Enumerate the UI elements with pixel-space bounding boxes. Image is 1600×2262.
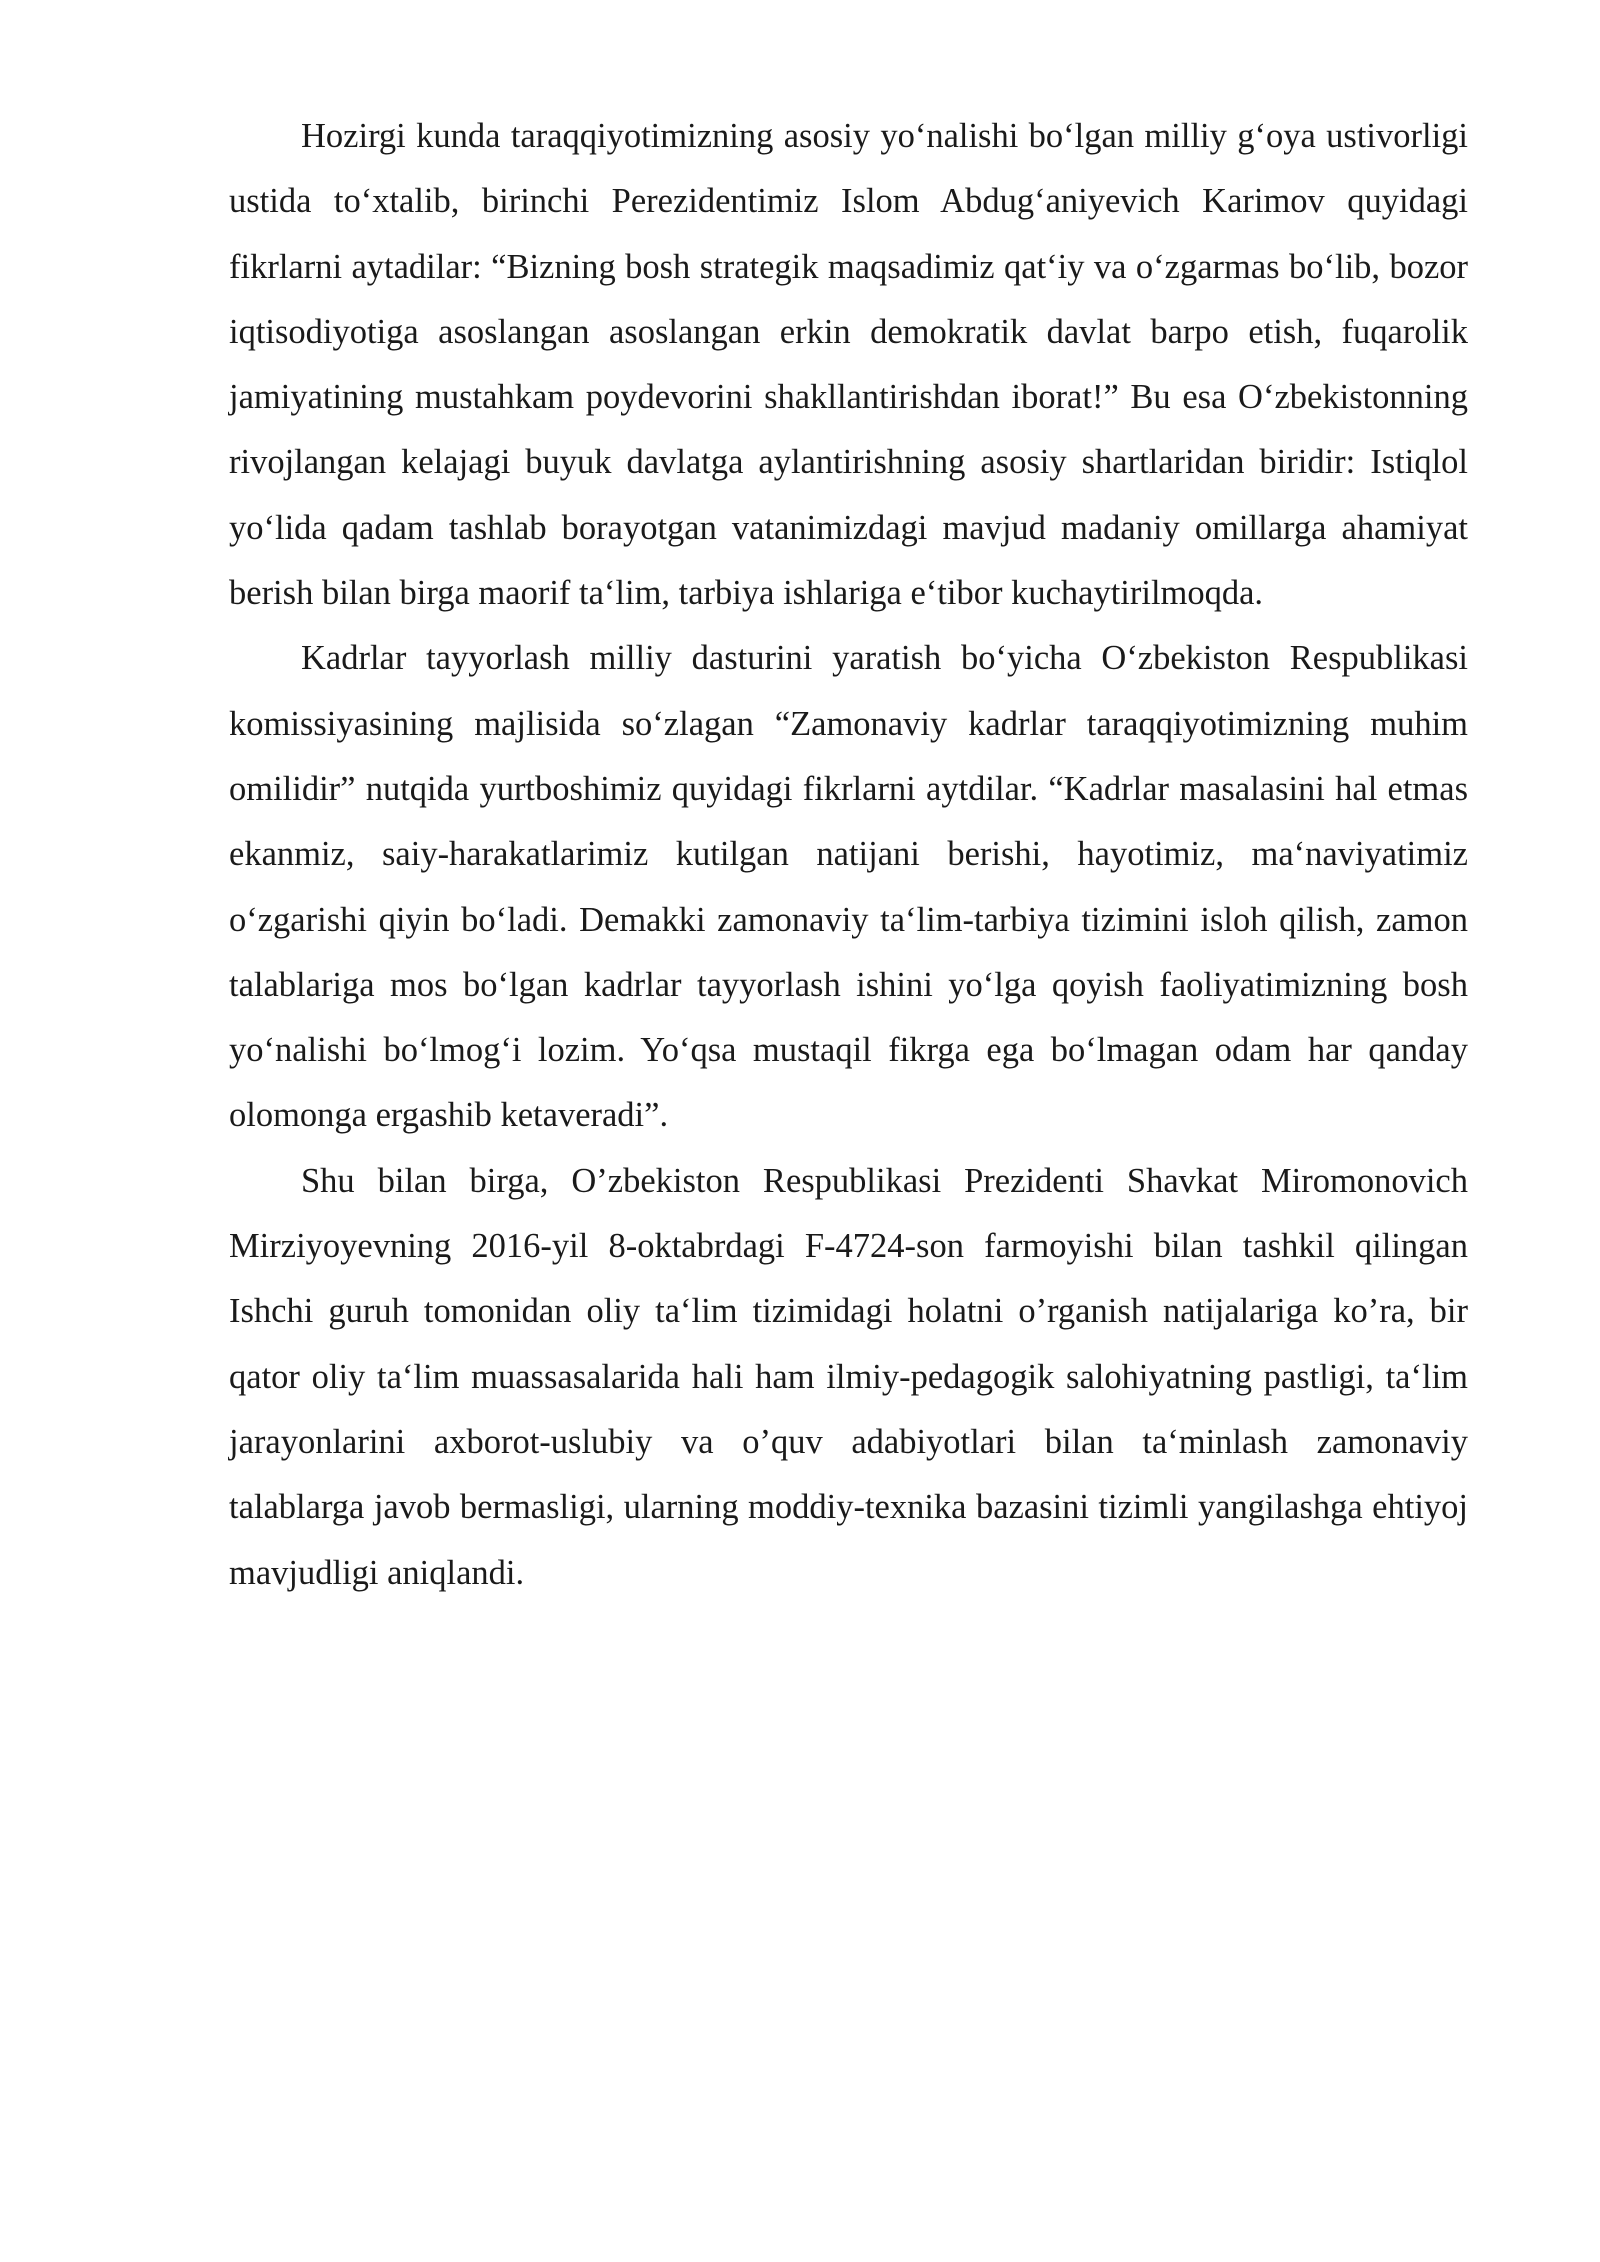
paragraph-3: Shu bilan birga, O’zbekiston Respublikasi Prezidenti Shavkat Miromonovich Mirziyoyevning 2016-yil 8-oktabrdagi F-4724-son farmoyishi bilan tashkil qilingan Ishchi guruh tomonidan oliy ta‘lim tizimidagi holatni o’rganish natijalariga ko’ra, bir qator oliy ta‘lim muassasalarida hali ham ilmiy-pedagogik salohiyatning pastligi, ta‘lim jarayonlarini axborot-uslubiy va o’quv adabiyotlari bilan ta‘minlash zamonaviy talablarga javob bermasligi, ularning moddiy-texnika bazasini tizimli yangilashga ehtiyoj mavjudligi aniqlandi. [229, 1161, 1468, 1592]
paragraph-2: Kadrlar tayyorlash milliy dasturini yaratish bo‘yicha O‘zbekiston Respublikasi komissiyasining majlisida so‘zlagan “Zamonaviy kadrlar taraqqiyotimizning muhim omilidir” nutqida yurtboshimiz quyidagi fikrlarni aytdilar. “Kadrlar masalasini hal etmas ekanmiz, saiy-harakatlarimiz kutilgan natijani berishi, hayotimiz, ma‘naviyatimiz o‘zgarishi qiyin bo‘ladi. Demakki zamonaviy ta‘lim-tarbiya tizimini isloh qilish, zamon talablariga mos bo‘lgan kadrlar tayyorlash ishini yo‘lga qoyish faoliyatimizning bosh yo‘nalishi bo‘lmog‘i lozim. Yo‘qsa mustaqil fikrga ega bo‘lmagan odam har qanday olomonga ergashib ketaveradi”. [229, 639, 1468, 1135]
paragraph-1: Hozirgi kunda taraqqiyotimizning asosiy yo‘nalishi bo‘lgan milliy g‘oya ustivorligi ustida to‘xtalib, birinchi Perezidentimiz Islom Abdug‘aniyevich Karimov quyidagi fikrlarni aytadilar: “Bizning bosh strategik maqsadimiz qat‘iy va o‘zgarmas bo‘lib, bozor iqtisodiyotiga asoslangan asoslangan erkin demokratik davlat barpo etish, fuqarolik jamiyatining mustahkam poydevorini shakllantirishdan iborat!” Bu esa O‘zbekistonning rivojlangan kelajagi buyuk davlatga aylantirishning asosiy shartlaridan biridir: Istiqlol yo‘lida qadam tashlab borayotgan vatanimizdagi mavjud madaniy omillarga ahamiyat berish bilan birga maorif ta‘lim, tarbiya ishlariga e‘tibor kuchaytirilmoqda. [229, 117, 1468, 613]
body-text [229, 104, 1468, 1606]
